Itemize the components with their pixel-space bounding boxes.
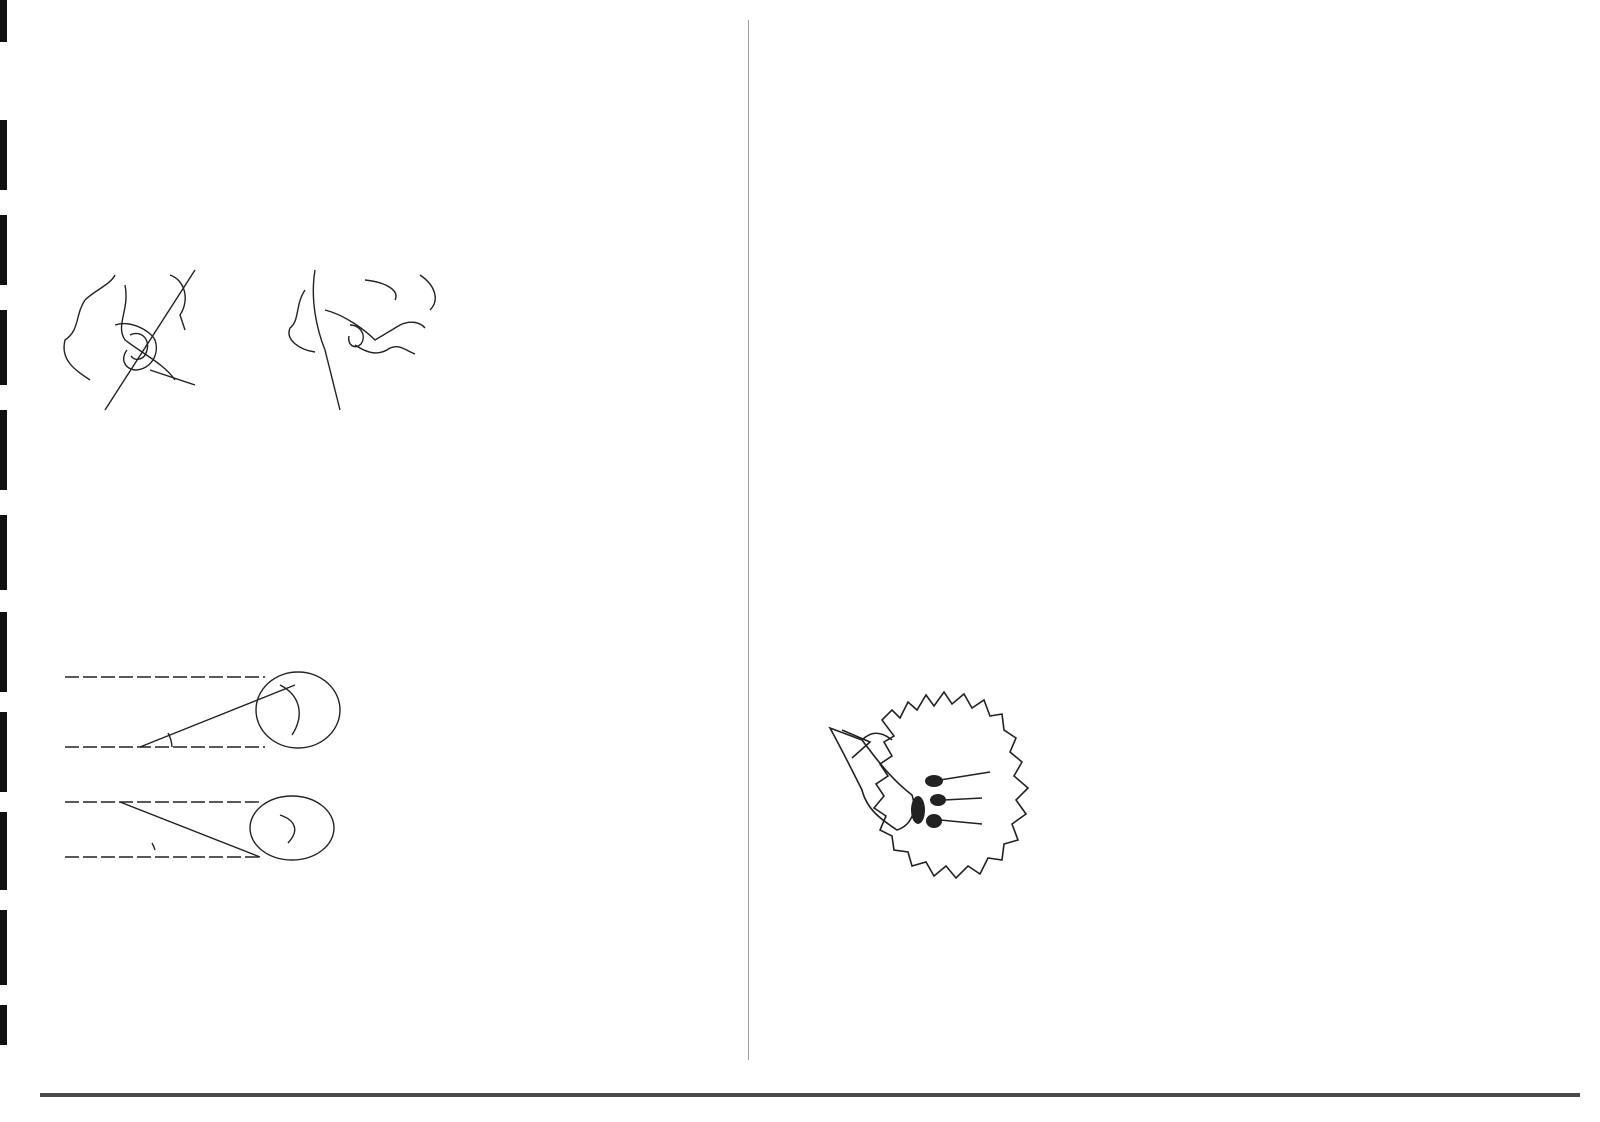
figure-47 xyxy=(55,270,440,410)
scan-edge-mark xyxy=(0,410,7,490)
scan-edge-mark xyxy=(0,0,7,42)
scan-edge-mark xyxy=(0,910,7,985)
scan-edge-mark xyxy=(0,215,7,285)
scan-edge-mark xyxy=(0,812,7,890)
scan-edge-mark xyxy=(0,515,7,590)
scan-edge-mark xyxy=(0,310,7,385)
scan-edge-mark xyxy=(0,1005,7,1045)
figure-49-drawing xyxy=(822,680,1052,900)
figure-48 xyxy=(60,665,340,875)
figure-49 xyxy=(822,680,1052,900)
figure-48-drawing xyxy=(60,665,340,875)
scan-edge-mark xyxy=(0,120,7,190)
scan-bottom-edge xyxy=(40,1093,1580,1097)
scan-edge-mark xyxy=(0,712,7,792)
figure-47-drawing xyxy=(55,270,440,410)
page-gutter xyxy=(748,20,749,1060)
scan-edge-mark xyxy=(0,612,7,692)
